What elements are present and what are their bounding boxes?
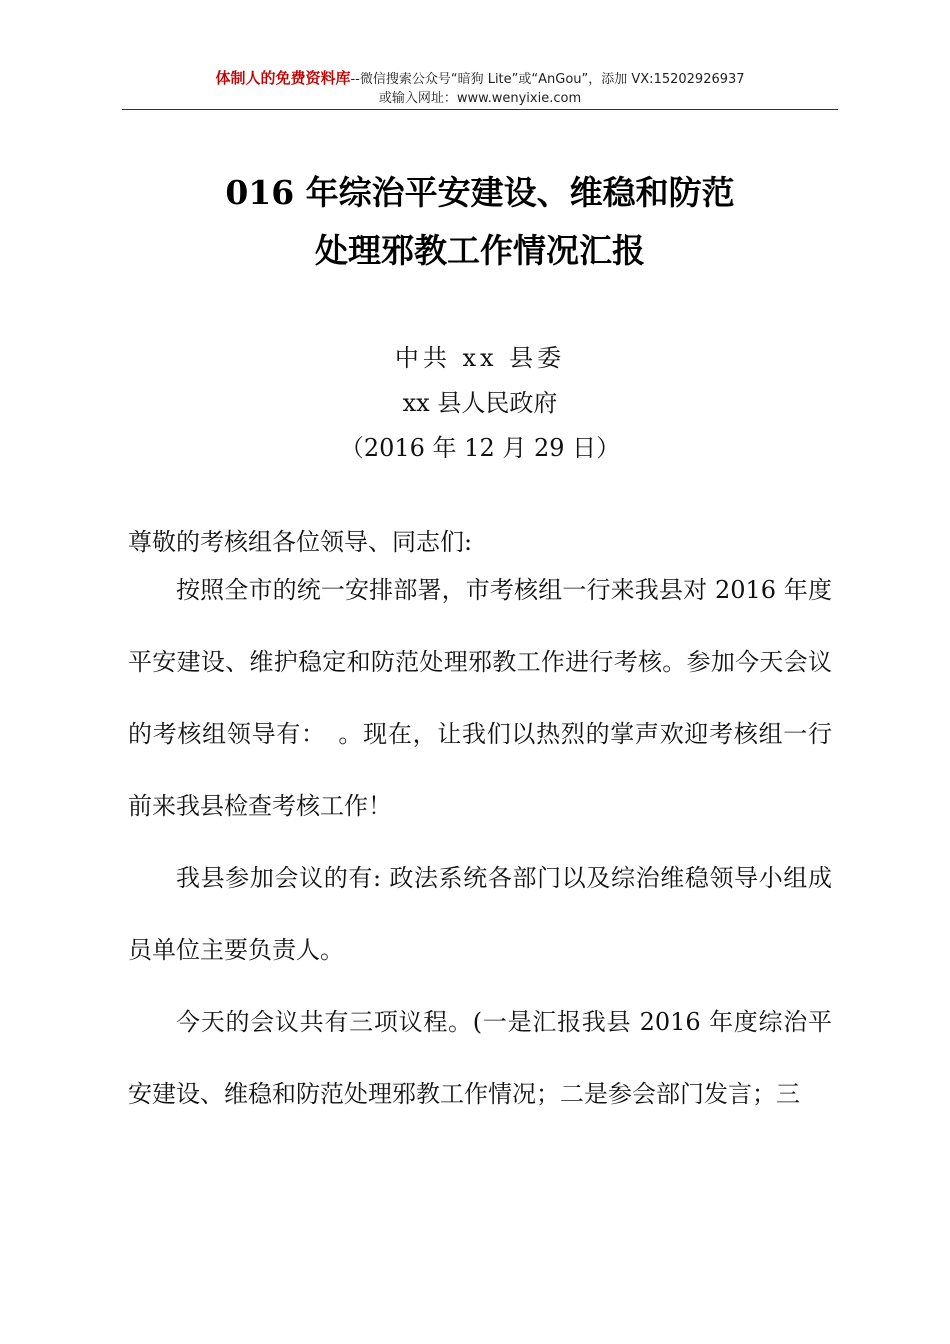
salutation: 尊敬的考核组各位领导、同志们:	[128, 528, 473, 556]
document-body	[128, 518, 832, 1130]
title-line-1: 016 年综治平安建设、维稳和防范	[225, 173, 735, 212]
paragraph-2: 我县参加会议的有: 政法系统各部门以及综治维稳领导小组成员单位主要负责人。	[128, 864, 832, 964]
header-website: 或输入网址：www.wenyixie.com	[378, 91, 582, 106]
issuer-government: xx 县人民政府	[402, 389, 558, 417]
header-divider	[122, 109, 838, 110]
paragraph-1: 按照全市的统一安排部署，市考核组一行来我县对 2016 年度平安建设、维护稳定和防范处理邪教工作进行考核。参加今天会议的考核组领导有： 。现在，让我们以热烈的掌声欢迎考核组一行前来我县检查考核工作！	[128, 576, 832, 820]
issuer-block	[122, 336, 838, 471]
page-header	[122, 68, 838, 108]
issue-date: （2016 年 12 月 29 日）	[339, 434, 621, 462]
document-title	[122, 164, 838, 280]
paragraph-3: 今天的会议共有三项议程。(一是汇报我县 2016 年度综治平安建设、维稳和防范处理邪教工作情况；二是参会部门发言；三	[128, 1008, 832, 1108]
title-line-2: 处理邪教工作情况汇报	[315, 231, 645, 270]
header-brand: 体制人的免费资料库	[215, 69, 351, 87]
header-contact-info: --微信搜索公众号“暗狗 Lite”或“AnGou”，添加 VX:15202926937	[350, 72, 745, 87]
issuer-party-committee: 中共 xx 县委	[394, 344, 566, 372]
header-line-1	[122, 68, 838, 90]
